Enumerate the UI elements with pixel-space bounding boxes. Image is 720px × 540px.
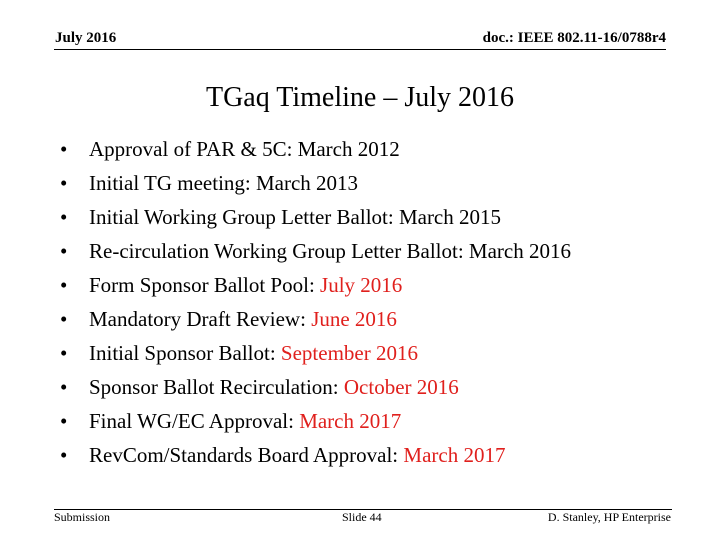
bullet-dot-icon: • [60,137,68,161]
bullet-item [60,336,660,370]
bullet-dot-icon: • [60,307,68,331]
bullet-label: Final WG/EC Approval: [89,409,300,433]
timeline-bullet-list [60,132,660,472]
bullet-dot-icon: • [60,171,68,195]
bullet-item [60,200,660,234]
bullet-label: Mandatory Draft Review: [89,307,312,331]
bullet-item [60,234,660,268]
footer-submission: Submission [54,510,111,524]
bullet-item [60,268,660,302]
bullet-date: July 2016 [320,273,403,297]
bullet-dot-icon: • [60,375,68,399]
bullet-dot-icon: • [60,341,68,365]
bullet-dot-icon: • [60,239,68,263]
bullet-label: RevCom/Standards Board Approval: [89,443,404,467]
bullet-item [60,370,660,404]
bullet-label: Approval of PAR & 5C: March 2012 [89,137,400,161]
bullet-date: September 2016 [280,341,418,365]
bullet-item [60,132,660,166]
header-date: July 2016 [55,30,117,46]
bullet-label: Initial TG meeting: March 2013 [89,171,359,195]
footer-author: D. Stanley, HP Enterprise [547,510,671,524]
slide-title: TGaq Timeline – July 2016 [205,82,514,113]
header-divider [54,49,666,50]
bullet-date: October 2016 [343,375,459,399]
footer-slide-number: Slide 44 [342,510,382,524]
bullet-date: June 2016 [311,307,397,331]
bullet-label: Re-circulation Working Group Letter Ballot: March 2016 [89,239,571,263]
bullet-label: Form Sponsor Ballot Pool: [89,273,321,297]
bullet-item [60,404,660,438]
bullet-date: March 2017 [299,409,402,433]
bullet-item [60,302,660,336]
bullet-date: March 2017 [403,443,506,467]
bullet-label: Sponsor Ballot Recirculation: [89,375,344,399]
bullet-dot-icon: • [60,443,68,467]
bullet-item [60,438,660,472]
bullet-label: Initial Sponsor Ballot: [89,341,281,365]
bullet-dot-icon: • [60,205,68,229]
bullet-label: Initial Working Group Letter Ballot: March 2015 [89,205,502,229]
header-doc-id: doc.: IEEE 802.11-16/0788r4 [482,30,666,46]
bullet-dot-icon: • [60,273,68,297]
bullet-item [60,166,660,200]
bullet-dot-icon: • [60,409,68,433]
